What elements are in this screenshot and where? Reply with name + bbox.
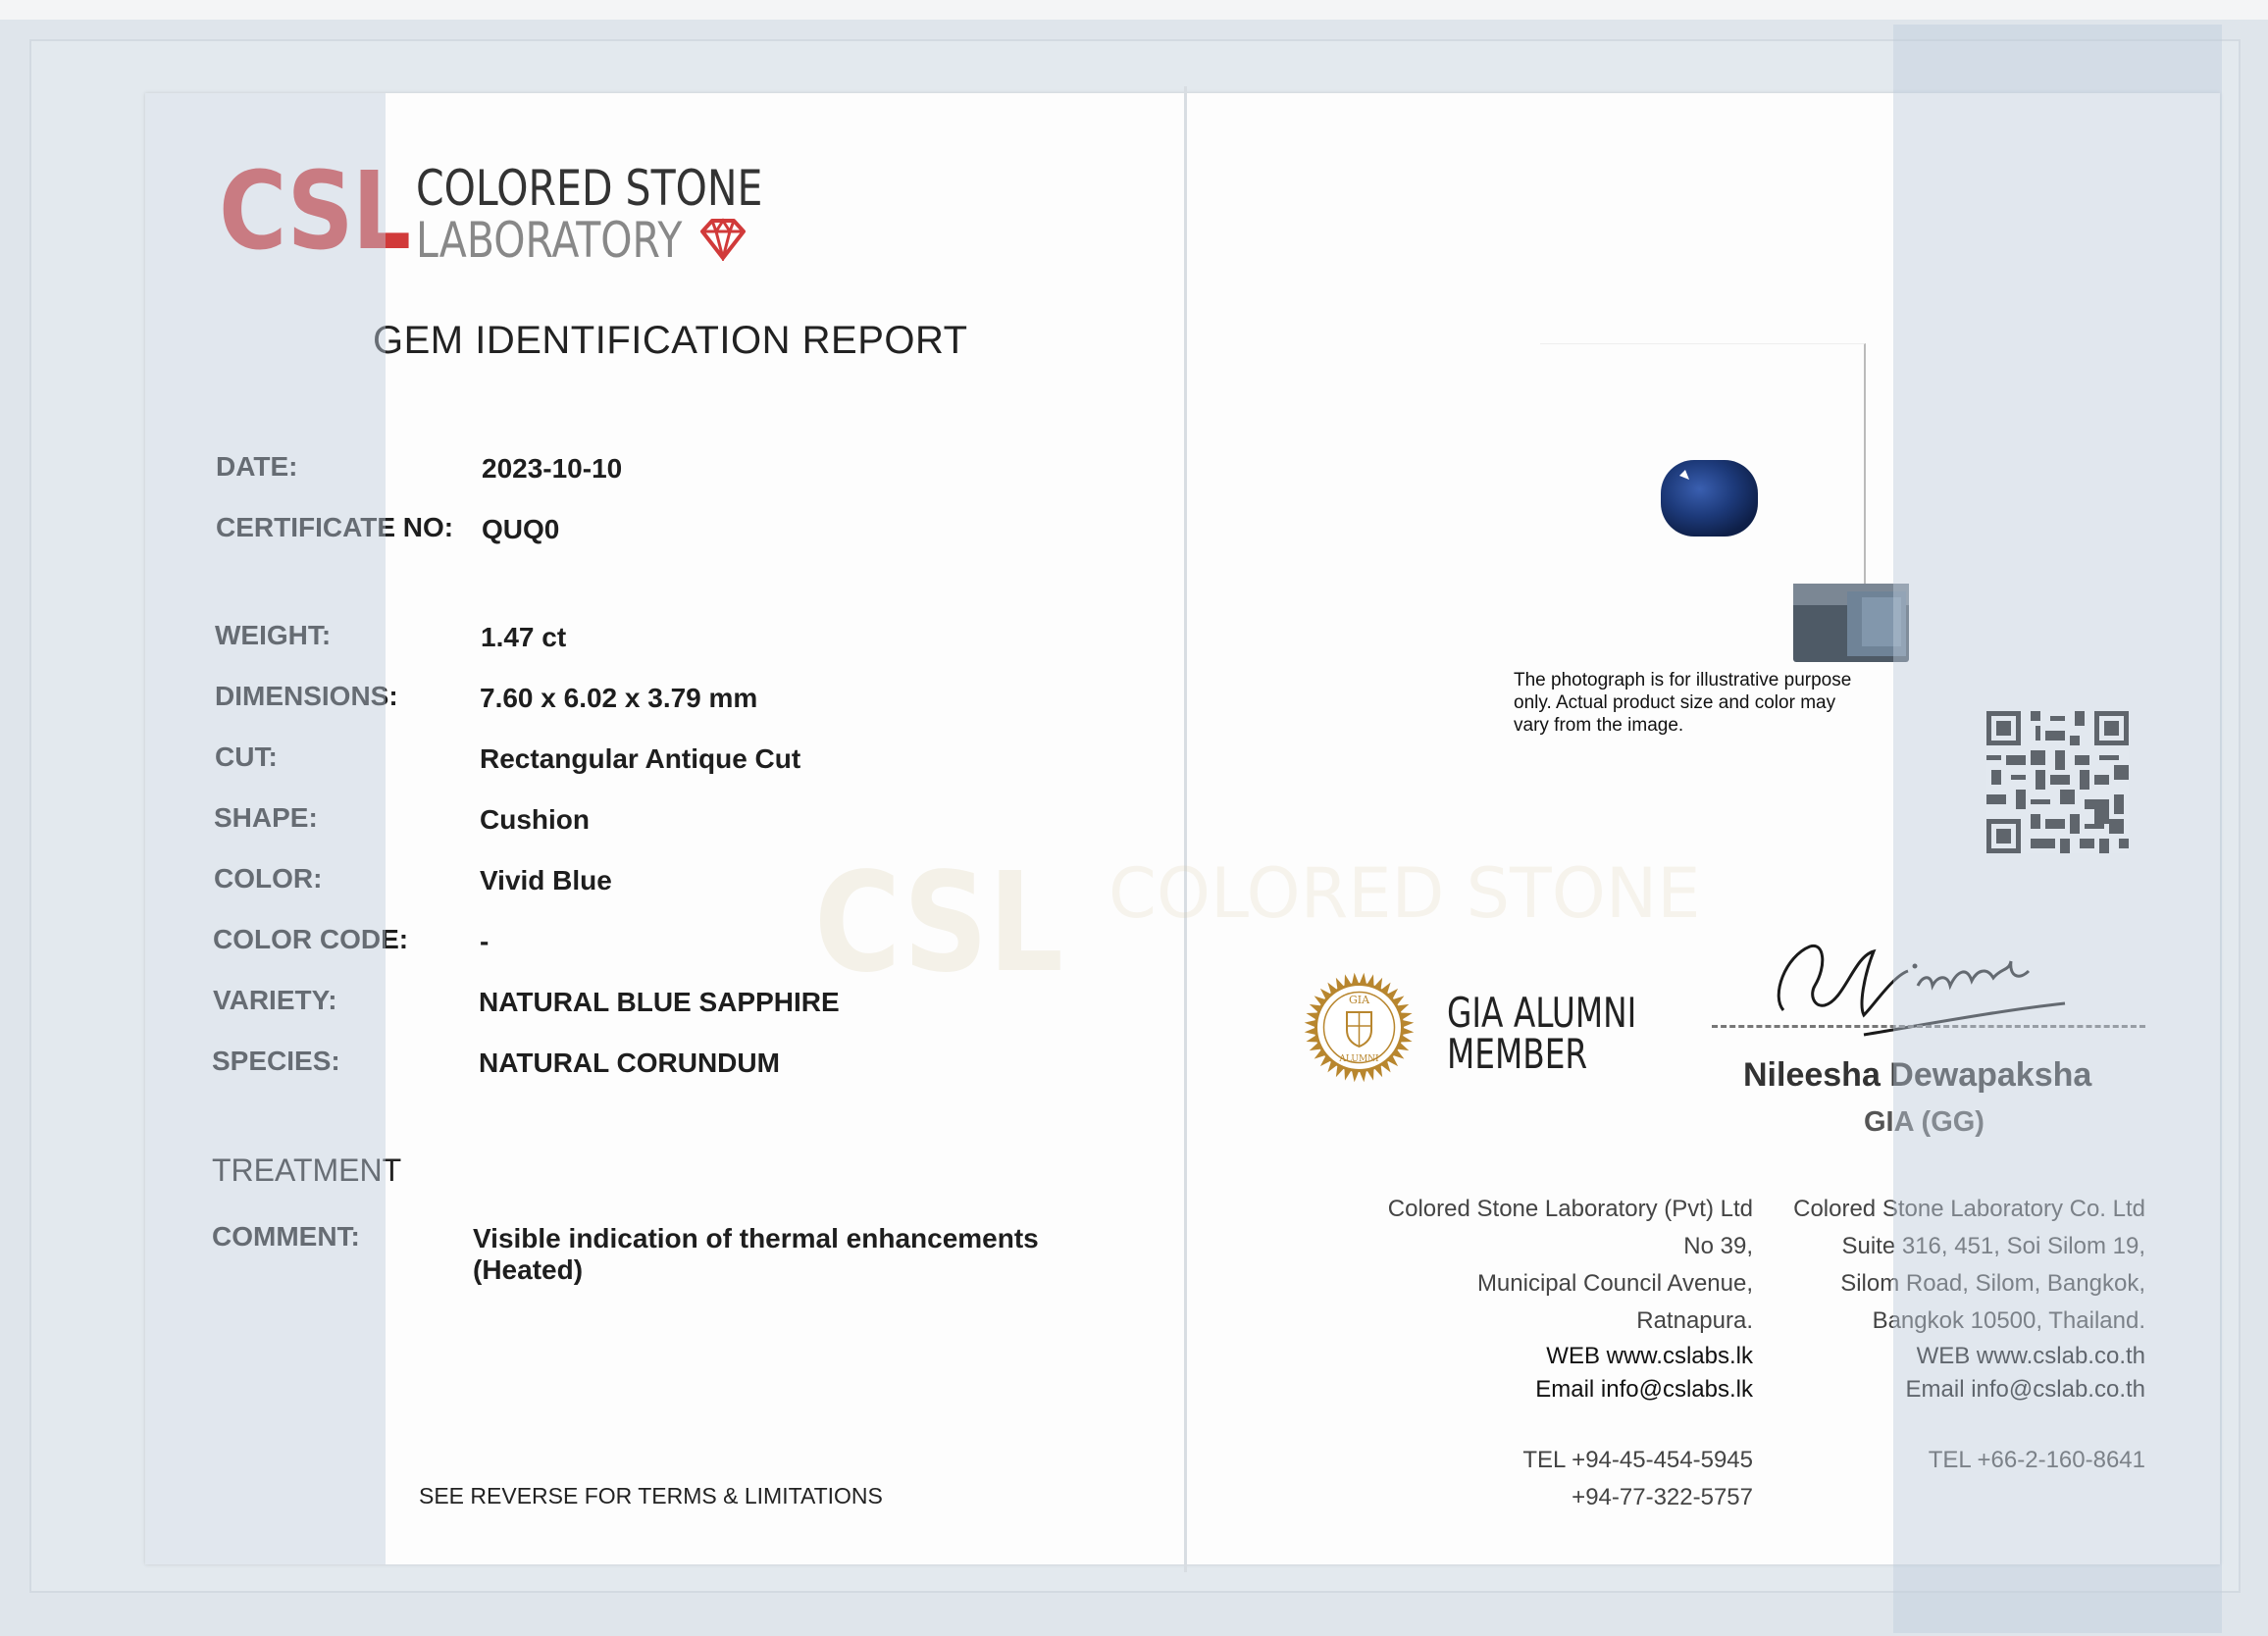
lk-email[interactable]: Email info@cslabs.lk <box>1535 1376 1753 1403</box>
species-label: SPECIES: <box>212 1046 340 1076</box>
signatory-name: Nileesha Dewapaksha <box>1743 1056 2092 1094</box>
lk-address-1: No 39, <box>1683 1233 1753 1259</box>
lk-address-2: Municipal Council Avenue, <box>1476 1270 1753 1297</box>
logo-mark: CSL <box>219 148 410 274</box>
logo-line-2: LABORATORY <box>416 212 683 269</box>
photo-disclaimer-line-3: vary from the image. <box>1514 715 1684 736</box>
lk-web[interactable]: WEB www.cslabs.lk <box>1546 1343 1753 1369</box>
th-address-1: Suite 316, 451, Soi Silom 19, <box>1841 1233 2145 1259</box>
lk-company: Colored Stone Laboratory (Pvt) Ltd <box>1387 1196 1753 1222</box>
th-address-3: Bangkok 10500, Thailand. <box>1872 1307 2145 1334</box>
weight-label: WEIGHT: <box>215 620 332 650</box>
report-title: GEM IDENTIFICATION REPORT <box>373 319 968 362</box>
signatory-credential: GIA (GG) <box>1864 1106 1984 1138</box>
watermark-mark: CSL <box>814 844 1064 1003</box>
photo-disclaimer-line-1: The photograph is for illustrative purpose <box>1514 670 1852 690</box>
photo-disclaimer <box>1514 669 1896 737</box>
treatment-heading: TREATMENT <box>212 1152 402 1188</box>
dimensions-value: 7.60 x 6.02 x 3.79 mm <box>480 683 758 713</box>
shape-label: SHAPE: <box>214 802 318 833</box>
color-code-value: - <box>480 926 490 956</box>
color-code-label: COLOR CODE: <box>213 924 409 954</box>
cut-value: Rectangular Antique Cut <box>480 743 801 774</box>
seal-text-bottom: ALUMNI <box>1339 1054 1379 1064</box>
variety-label: VARIETY: <box>213 985 337 1015</box>
certificate-value: QUQ0 <box>482 514 560 544</box>
watermark-text: COLORED STONE <box>1108 853 1701 934</box>
comment-line-1: Visible indication of thermal enhancements <box>473 1223 1039 1253</box>
diamond-icon <box>698 218 747 261</box>
th-tel-1: TEL +66-2-160-8641 <box>1928 1447 2145 1473</box>
seal-text-top: GIA <box>1348 994 1370 1006</box>
species-value: NATURAL CORUNDUM <box>479 1048 780 1078</box>
lk-tel-1: TEL +94-45-454-5945 <box>1522 1447 1753 1473</box>
cut-label: CUT: <box>215 741 278 772</box>
shape-value: Cushion <box>480 804 590 835</box>
lk-address-3: Ratnapura. <box>1636 1307 1753 1334</box>
date-label: DATE: <box>216 451 298 482</box>
gia-alumni-seal <box>1303 971 1416 1084</box>
gia-line-1: GIA ALUMNI <box>1447 989 1637 1037</box>
th-web[interactable]: WEB www.cslab.co.th <box>1916 1343 2145 1369</box>
weight-value: 1.47 ct <box>481 622 567 652</box>
certificate-label: CERTIFICATE NO: <box>216 512 454 542</box>
logo-line-1: COLORED STONE <box>416 160 763 217</box>
dimensions-label: DIMENSIONS: <box>215 681 398 711</box>
lk-tel-2: +94-77-322-5757 <box>1572 1484 1753 1510</box>
gia-line-2: MEMBER <box>1447 1030 1588 1078</box>
photo-disclaimer-line-2: only. Actual product size and color may <box>1514 692 1836 713</box>
sapphire-image <box>1658 456 1761 539</box>
date-value: 2023-10-10 <box>482 453 623 484</box>
gia-member-text <box>1447 989 1637 1078</box>
card-fold <box>1184 86 1187 1572</box>
th-company: Colored Stone Laboratory Co. Ltd <box>1793 1196 2145 1222</box>
th-email[interactable]: Email info@cslab.co.th <box>1905 1376 2145 1403</box>
sleeve-tape-right <box>1893 25 2222 1633</box>
th-address-2: Silom Road, Silom, Bangkok, <box>1840 1270 2145 1297</box>
comment-label: COMMENT: <box>212 1221 360 1252</box>
terms-note: SEE REVERSE FOR TERMS & LIMITATIONS <box>419 1483 883 1508</box>
sealed-card-image <box>1793 584 1909 662</box>
variety-value: NATURAL BLUE SAPPHIRE <box>479 987 840 1017</box>
color-label: COLOR: <box>214 863 323 894</box>
comment-line-2: (Heated) <box>473 1254 584 1285</box>
sleeve-tape-left <box>145 93 386 1564</box>
color-value: Vivid Blue <box>480 865 612 895</box>
